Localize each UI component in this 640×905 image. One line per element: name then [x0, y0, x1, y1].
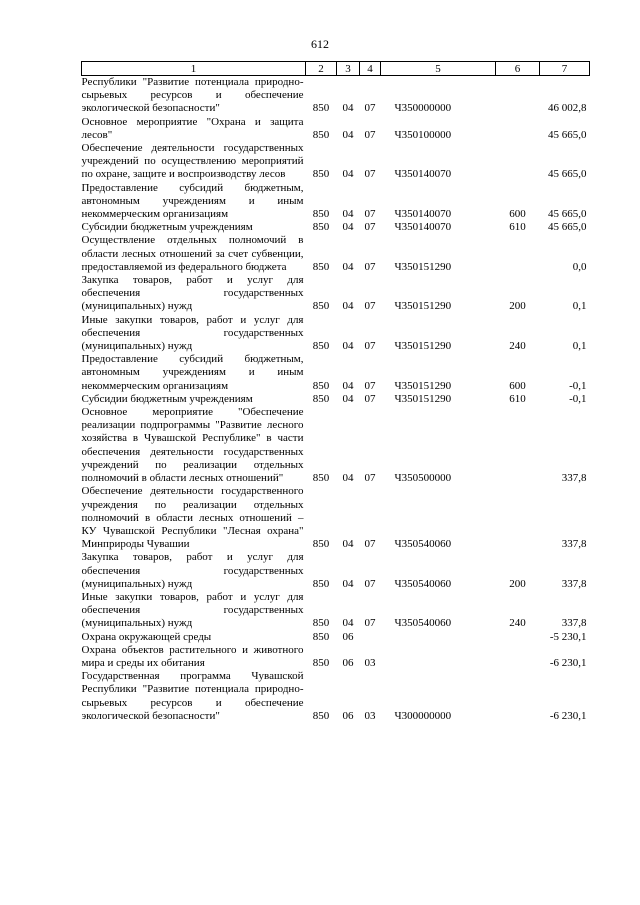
row-gr-cell: 850: [312, 392, 330, 405]
row-name-cell: Закупка товаров, работ и услуг для обеспечения государственных (муниципальных) нужд: [81, 274, 304, 313]
row-name-cell: Субсидии бюджетным учреждениям: [81, 392, 253, 405]
row-pr-cell: 03: [364, 709, 376, 722]
row-pr-cell: 07: [364, 538, 376, 551]
row-pr-cell: [360, 631, 381, 644]
row-sum-cell: -6 230,1: [549, 656, 587, 669]
table-header-row: [82, 62, 590, 76]
table-row: [82, 76, 590, 116]
row-sum-cell: 0,1: [572, 300, 587, 313]
table-row: [82, 591, 590, 631]
row-csr-cell: Ч300000000: [394, 709, 452, 722]
row-csr-cell: [381, 631, 496, 644]
row-csr-cell: Ч350151290: [394, 392, 452, 405]
row-name-cell: Обеспечение деятельности государственных учреждений по осуществлению мероприятий по охране, защите и воспроизводству лесов: [81, 142, 304, 181]
row-sum-cell: 337,8: [561, 472, 587, 485]
row-csr-cell: Ч350151290: [394, 379, 452, 392]
row-name-cell: Республики "Развитие потенциала природно-сырьевых ресурсов и обеспечение экологической безопасности": [81, 76, 304, 115]
row-pr-cell: 07: [364, 617, 376, 630]
row-vr-cell: 610: [509, 221, 526, 234]
table-row: [82, 551, 590, 591]
row-gr-cell: 850: [312, 260, 330, 273]
table-row: [82, 393, 590, 406]
row-gr-cell: 850: [312, 709, 330, 722]
row-name-cell: Охрана окружающей среды: [81, 630, 212, 643]
row-vr-cell: [496, 670, 540, 723]
row-pr-cell: 03: [364, 656, 376, 669]
row-vr-cell: 610: [509, 392, 526, 405]
row-vr-cell: 600: [509, 379, 526, 392]
row-vr-cell: [496, 406, 540, 485]
row-csr-cell: Ч350100000: [394, 128, 452, 141]
row-sum-cell: 45 665,0: [548, 208, 587, 221]
row-vr-cell: [496, 644, 540, 670]
row-name-cell: Предоставление субсидий бюджетным, автономным учреждениям и иным некоммерческим организациям: [81, 181, 304, 221]
row-csr-cell: Ч350500000: [394, 472, 452, 485]
row-gr-cell: 850: [312, 168, 330, 181]
column-header: 2: [306, 62, 337, 76]
row-sum-cell: 45 665,0: [548, 128, 587, 141]
row-csr-cell: Ч350151290: [394, 300, 452, 313]
row-name-cell: Иные закупки товаров, работ и услуг для обеспечения государственных (муниципальных) нужд: [81, 313, 304, 353]
table-row: [82, 485, 590, 551]
row-rz-cell: 04: [342, 168, 354, 181]
budget-table: [81, 61, 590, 723]
row-pr-cell: 07: [364, 208, 376, 221]
row-rz-cell: 06: [342, 709, 354, 722]
row-vr-cell: 240: [509, 617, 526, 630]
column-header: 6: [496, 62, 540, 76]
table-row: [82, 274, 590, 314]
row-sum-cell: 45 665,0: [548, 221, 587, 234]
row-csr-cell: Ч350140070: [394, 221, 452, 234]
table-row: [82, 221, 590, 234]
row-csr-cell: Ч350540060: [394, 538, 452, 551]
column-header: 4: [360, 62, 381, 76]
table-row: [82, 631, 590, 644]
row-rz-cell: 04: [342, 577, 354, 590]
row-rz-cell: 04: [342, 102, 354, 115]
row-pr-cell: 07: [364, 128, 376, 141]
row-rz-cell: 04: [342, 617, 354, 630]
row-sum-cell: -6 230,1: [549, 709, 587, 722]
row-gr-cell: 850: [312, 208, 330, 221]
row-pr-cell: 07: [364, 340, 376, 353]
row-vr-cell: [496, 142, 540, 182]
column-header: 3: [337, 62, 360, 76]
table-body: [82, 76, 590, 723]
row-pr-cell: 07: [364, 102, 376, 115]
row-sum-cell: -0,1: [569, 379, 587, 392]
row-vr-cell: [496, 116, 540, 142]
table-row: [82, 353, 590, 393]
row-gr-cell: 850: [312, 472, 330, 485]
row-sum-cell: 46 002,8: [548, 102, 587, 115]
table-row: [82, 142, 590, 182]
row-csr-cell: Ч350540060: [394, 577, 452, 590]
row-pr-cell: 07: [364, 168, 376, 181]
row-vr-cell: 200: [509, 300, 526, 313]
row-rz-cell: 04: [342, 300, 354, 313]
row-name-cell: Осуществление отдельных полномочий в области лесных отношений за счет субвенции, предоставляемой из федерального бюджета: [81, 234, 304, 273]
row-gr-cell: 850: [312, 617, 330, 630]
column-header: 5: [381, 62, 496, 76]
row-name-cell: Охрана объектов растительного и животного мира и среды их обитания: [81, 643, 304, 669]
table-row: [82, 406, 590, 485]
row-csr-cell: Ч350151290: [394, 260, 452, 273]
row-vr-cell: 600: [509, 208, 526, 221]
table-row: [82, 116, 590, 142]
row-csr-cell: Ч350000000: [394, 102, 452, 115]
row-name-cell: Закупка товаров, работ и услуг для обеспечения государственных (муниципальных) нужд: [81, 551, 304, 590]
row-pr-cell: 07: [364, 392, 376, 405]
row-sum-cell: -5 230,1: [549, 630, 587, 643]
row-gr-cell: 850: [312, 340, 330, 353]
row-sum-cell: -0,1: [569, 392, 587, 405]
row-rz-cell: 04: [342, 379, 354, 392]
row-name-cell: Иные закупки товаров, работ и услуг для обеспечения государственных (муниципальных) нужд: [81, 590, 304, 630]
row-rz-cell: 04: [342, 221, 354, 234]
row-rz-cell: 04: [342, 128, 354, 141]
row-rz-cell: 04: [342, 538, 354, 551]
row-gr-cell: 850: [312, 538, 330, 551]
row-vr-cell: [496, 76, 540, 116]
row-gr-cell: 850: [312, 102, 330, 115]
row-sum-cell: 337,8: [561, 617, 587, 630]
table-row: [82, 314, 590, 354]
row-rz-cell: 04: [342, 340, 354, 353]
row-pr-cell: 07: [364, 379, 376, 392]
table-row: [82, 234, 590, 274]
row-pr-cell: 07: [364, 472, 376, 485]
row-name-cell: Основное мероприятие "Обеспечение реализации подпрограммы "Развитие лесного хозяйства в Чувашской Республике" в части обеспечения деятельности государственных учреждений по реализации отдельных полномочий в области лесных отношений": [81, 406, 304, 485]
row-sum-cell: 45 665,0: [548, 168, 587, 181]
row-rz-cell: 04: [342, 208, 354, 221]
row-sum-cell: 0,0: [572, 260, 587, 273]
row-rz-cell: 04: [342, 472, 354, 485]
row-pr-cell: 07: [364, 221, 376, 234]
row-rz-cell: 06: [342, 630, 354, 643]
row-pr-cell: 07: [364, 300, 376, 313]
row-pr-cell: 07: [364, 577, 376, 590]
row-gr-cell: 850: [312, 128, 330, 141]
row-csr-cell: Ч350140070: [394, 168, 452, 181]
row-sum-cell: 337,8: [561, 538, 587, 551]
table-row: [82, 182, 590, 222]
table-row: [82, 644, 590, 670]
row-gr-cell: 850: [312, 630, 330, 643]
row-name-cell: Основное мероприятие "Охрана и защита лесов": [81, 115, 304, 141]
table-row: [82, 670, 590, 723]
row-name-cell: Государственная программа Чувашской Республики "Развитие потенциала природно-сырьевых ресурсов и обеспечение экологической безопасности": [81, 670, 304, 722]
row-vr-cell: 200: [509, 577, 526, 590]
row-name-cell: Предоставление субсидий бюджетным, автономным учреждениям и иным некоммерческим организациям: [81, 353, 304, 392]
row-rz-cell: 04: [342, 392, 354, 405]
row-sum-cell: 0,1: [572, 340, 587, 353]
row-vr-cell: 240: [509, 340, 526, 353]
row-sum-cell: 337,8: [561, 577, 587, 590]
column-header: 7: [540, 62, 590, 76]
row-vr-cell: [496, 234, 540, 274]
row-name-cell: Обеспечение деятельности государственного учреждения по реализации отдельных полномочий в области лесных отношений – КУ Чувашской Республики "Лесная охрана" Минприроды Чувашии: [81, 485, 304, 551]
column-header: 1: [82, 62, 306, 76]
row-gr-cell: 850: [312, 300, 330, 313]
row-rz-cell: 04: [342, 260, 354, 273]
row-vr-cell: [496, 631, 540, 644]
row-gr-cell: 850: [312, 577, 330, 590]
row-gr-cell: 850: [312, 379, 330, 392]
row-gr-cell: 850: [312, 656, 330, 669]
row-name-cell: Субсидии бюджетным учреждениям: [81, 221, 253, 234]
row-csr-cell: Ч350540060: [394, 617, 452, 630]
row-pr-cell: 07: [364, 260, 376, 273]
row-gr-cell: 850: [312, 221, 330, 234]
row-csr-cell: Ч350151290: [394, 340, 452, 353]
row-rz-cell: 06: [342, 656, 354, 669]
page-number: 612: [311, 37, 329, 51]
row-vr-cell: [496, 485, 540, 551]
row-csr-cell: Ч350140070: [394, 208, 452, 221]
row-csr-cell: [381, 644, 496, 670]
